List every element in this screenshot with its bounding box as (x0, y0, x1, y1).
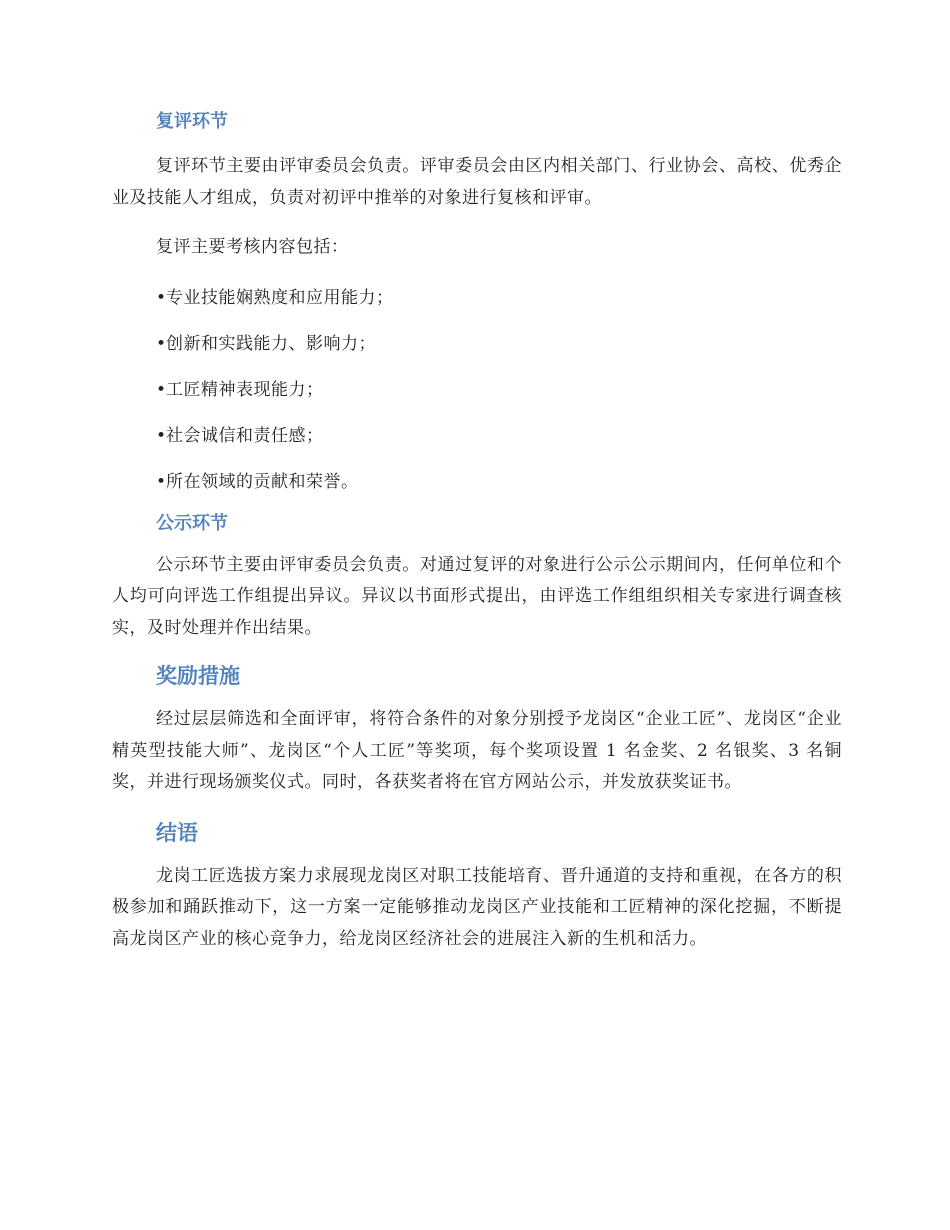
bullet: • (156, 379, 167, 400)
awards-heading: 奖励措施 (156, 664, 240, 688)
publicity-heading: 公示环节 (156, 512, 228, 534)
list-item-text: 工匠精神表现能力； (166, 379, 324, 400)
bullet: • (156, 333, 167, 354)
review-heading: 复评环节 (156, 111, 228, 132)
bullet: • (156, 287, 167, 308)
document-page (112, 104, 842, 955)
list-item-text: 所在领域的贡献和荣誉。 (166, 471, 359, 492)
bullet: • (156, 425, 167, 446)
list-item-text: 创新和实践能力、影响力； (166, 333, 376, 354)
review-criteria-intro: 复评主要考核内容包括： (156, 237, 349, 257)
list-item-text: 社会诚信和责任感； (166, 425, 324, 446)
list-item (112, 424, 842, 448)
publicity-paragraph: 公示环节主要由评审委员会负责。对通过复评的对象进行公示公示期间内，任何单位和个人均可向评选工作组提出异议。异议以书面形式提出，由评选工作组组织相关专家进行调查核实，及时处理并作出结果。 (112, 554, 842, 638)
awards-paragraph: 经过层层筛选和全面评审，将符合条件的对象分别授予龙岗区“企业工匠”、龙岗区“企业精英型技能大师”、龙岗区“个人工匠”等奖项，每个奖项设置 1 名金奖、2 名银奖、3 名铜奖，并进行现场颁奖仪式。同时，各获奖者将在官方网站公示，并发放获奖证书。 (112, 709, 842, 792)
bullet: • (156, 471, 167, 492)
list-item (112, 470, 842, 494)
conclusion-paragraph: 龙岗工匠选拔方案力求展现龙岗区对职工技能培育、晋升通道的支持和重视，在各方的积极参加和踊跃推动下，这一方案一定能够推动龙岗区产业技能和工匠精神的深化挖掘，不断提高龙岗区产业的核心竞争力，给龙岗区经济社会的进展注入新的生机和活力。 (112, 865, 842, 949)
list-item (112, 332, 842, 356)
list-item (112, 378, 842, 402)
list-item-text: 专业技能娴熟度和应用能力； (166, 287, 394, 308)
review-paragraph: 复评环节主要由评审委员会负责。评审委员会由区内相关部门、行业协会、高校、优秀企业及技能人才组成，负责对初评中推举的对象进行复核和评审。 (112, 156, 842, 208)
list-item (112, 286, 842, 310)
conclusion-heading: 结语 (156, 820, 198, 845)
